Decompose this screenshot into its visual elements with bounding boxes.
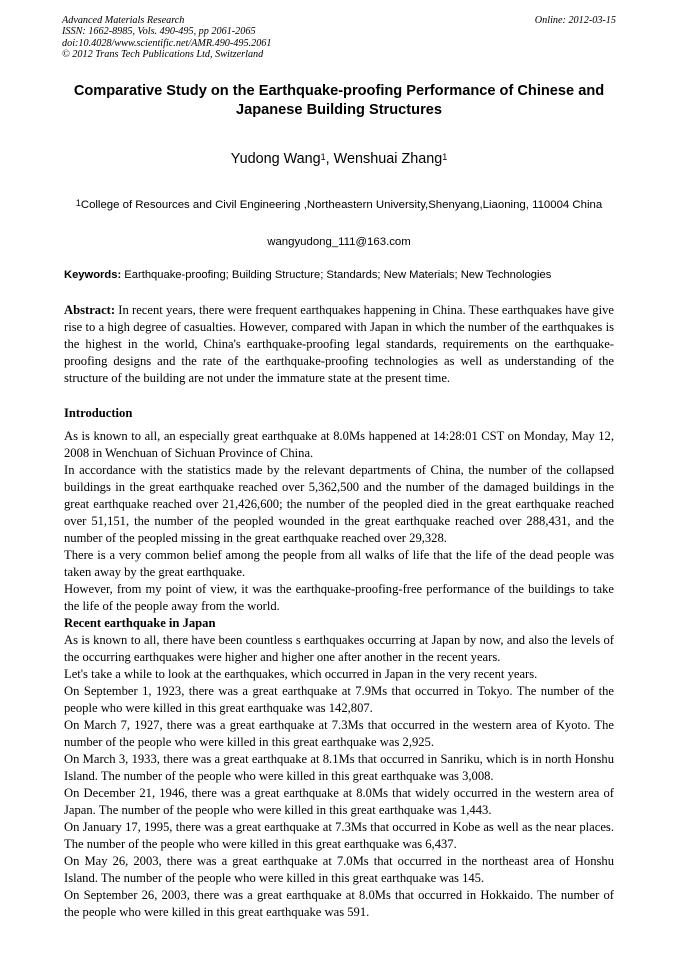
keywords-text: Earthquake-proofing; Building Structure; Standards; New Materials; New Technologies (121, 269, 552, 281)
affiliation-mark: 1 (75, 198, 81, 208)
paper-title: Comparative Study on the Earthquake-proofing Performance of Chinese and Japanese Building Structures (73, 83, 605, 118)
online-date: Online: 2012-03-15 (534, 15, 616, 26)
abstract-text: In recent years, there were frequent earthquakes happening in China. These earthquakes have give rise to a high degree of casualties. However, compared with Japan in which the number of the earthquakes is the highest in the world, China's earthquake-proofing legal standards, requirements on the earthquake-proofing designs and the rate of the earthquake-proofing technologies as well as understanding of the structure of the building are not under the immature state at the present time. (64, 303, 614, 385)
paragraph: On September 26, 2003, there was a great earthquake at 8.0Ms that occurred in Hokkaido. The number of the people who were killed in this great earthquake was 591. (64, 888, 614, 919)
paragraph: As is known to all, an especially great earthquake at 8.0Ms happened at 14:28:01 CST on Monday, May 12, 2008 in Wenchuan of Sichuan Province of China. (64, 429, 614, 460)
paragraph: Let's take a while to look at the earthquakes, which occurred in Japan in the very recent years. (64, 667, 538, 681)
abstract (64, 302, 614, 387)
author-name: Yudong Wang (230, 151, 321, 167)
journal-name: Advanced Materials Research (62, 15, 185, 26)
japan-section-heading: Recent earthquake in Japan (64, 616, 216, 630)
body-text (64, 428, 614, 921)
keywords-label: Keywords: (64, 269, 122, 281)
paragraph: There is a very common belief among the people from all walks of life that the life of the dead people was taken away by the great earthquake. (64, 548, 614, 579)
keywords (64, 268, 620, 282)
paragraph: However, from my point of view, it was the earthquake-proofing-free performance of the buildings to take the life of the people away from the world. (64, 582, 614, 613)
author-name: Wenshuai Zhang (333, 151, 443, 167)
paragraph: On May 26, 2003, there was a great earthquake at 7.0Ms that occurred in the northeast area of Honshu Island. The number of the people who were killed in this great earthquake was 145. (64, 854, 614, 885)
author-email: wangyudong_111@163.com (267, 236, 411, 248)
paragraph: On January 17, 1995, there was a great earthquake at 7.3Ms that occurred in Kobe as well as the near places. The number of the people who were killed in this great earthquake was 6,437. (64, 820, 614, 851)
affiliation-text: College of Resources and Civil Engineering ,Northeastern University,Shenyang,Liaoning, 110004 China (80, 199, 603, 211)
author-affiliation-mark: 1 (442, 152, 448, 162)
issn-line: ISSN: 1662-8985, Vols. 490-495, pp 2061-2065 (62, 26, 256, 38)
abstract-label: Abstract: (64, 303, 116, 317)
author-list (40, 150, 638, 168)
paragraph: On September 1, 1923, there was a great earthquake at 7.9Ms that occurred in Tokyo. The number of the people who were killed in this great earthquake was 142,807. (64, 684, 614, 715)
paragraph: As is known to all, there have been countless s earthquakes occurring at Japan by now, and also the levels of the occurring earthquakes were higher and higher one after another in the recent years. (64, 633, 614, 664)
copyright-line: © 2012 Trans Tech Publications Ltd, Switzerland (62, 49, 264, 61)
introduction-heading: Introduction (64, 406, 133, 420)
affiliation (50, 197, 628, 213)
paragraph: On March 3, 1933, there was a great earthquake at 8.1Ms that occurred in Sanriku, which is in north Honshu Island. The number of the people who were killed in this great earthquake was 3,008. (64, 752, 614, 783)
paragraph: On March 7, 1927, there was a great earthquake at 7.3Ms that occurred in the western area of Kyoto. The number of the people who were killed in this great earthquake was 2,925. (64, 718, 614, 749)
author-separator: , (325, 151, 334, 167)
author-affiliation-mark: 1 (320, 152, 326, 162)
journal-header (62, 15, 616, 61)
doi-line: doi:10.4028/www.scientific.net/AMR.490-495.2061 (62, 37, 272, 49)
paragraph: On December 21, 1946, there was a great earthquake at 8.0Ms that widely occurred in the western area of Japan. The number of the people who were killed in this great earthquake was 1,443. (64, 786, 614, 817)
paragraph: In accordance with the statistics made by the relevant departments of China, the number of the collapsed buildings in the great earthquake reached over 5,362,500 and the number of the damaged buildings in the great earthquake reached over 21,426,600; the number of the peopled died in the great earthquake reached over 51,151, the number of the peopled wounded in the great earthquake reached over 288,431, and the number of the peopled missing in the great earthquake reached over 29,328. (64, 463, 614, 545)
